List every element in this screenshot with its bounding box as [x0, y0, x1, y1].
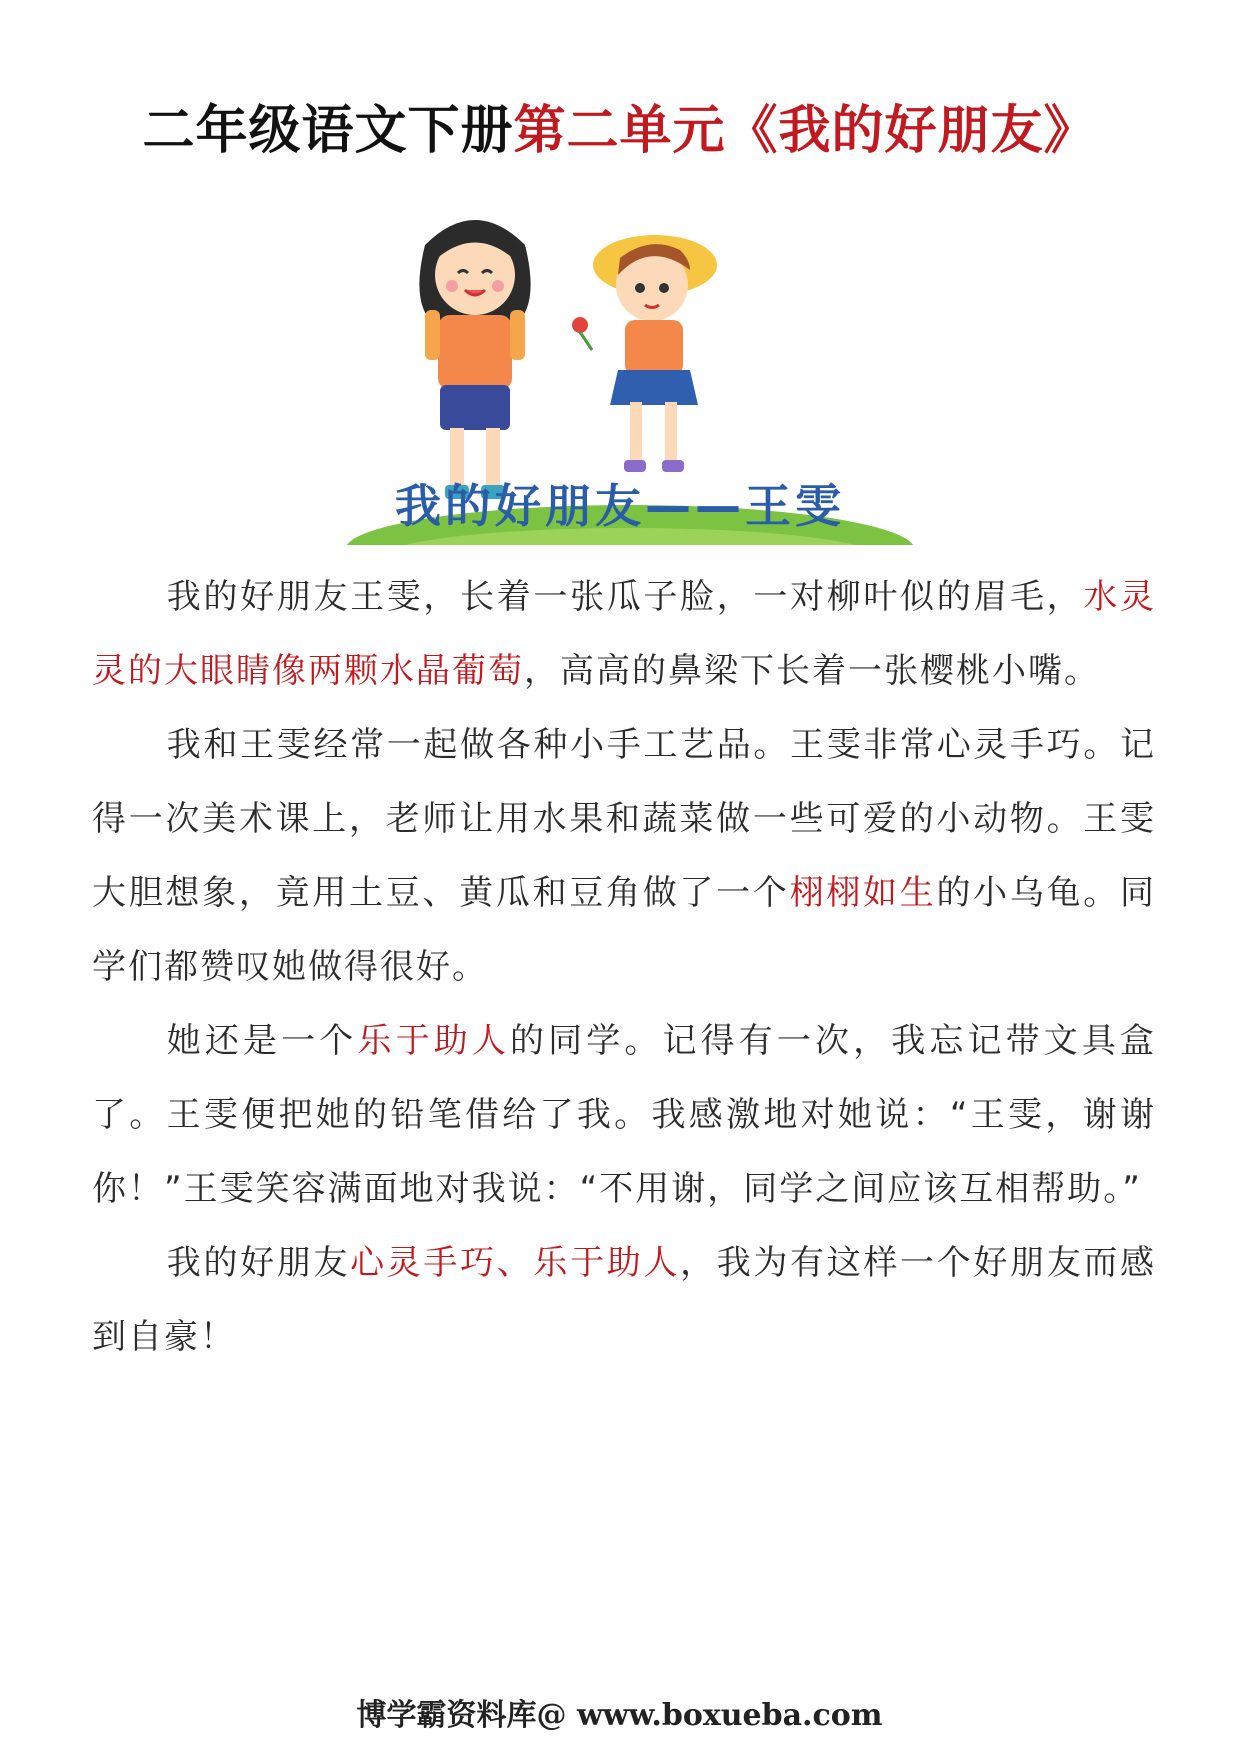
- page-title: [0, 88, 1239, 163]
- article-body: [92, 560, 1156, 1374]
- highlight-phrase: 乐于助人: [357, 1021, 510, 1061]
- highlight-phrase: 心灵手巧、乐于助人: [350, 1243, 681, 1283]
- paragraph-2: 我和王雯经常一起做各种小手工艺品。王雯非常心灵手巧。记得一次美术课上，老师让用水果和蔬菜做一些可爱的小动物。王雯大胆想象，竟用土豆、黄瓜和豆角做了一个栩栩如生的小乌龟。同学们都赞叹她做得很好。: [92, 725, 1157, 987]
- illustration-caption: 我的好朋友——王雯: [395, 479, 845, 533]
- highlight-phrase: 水灵灵的大眼睛像两颗水晶葡萄: [92, 577, 1157, 691]
- girl-left-figure: [419, 220, 530, 499]
- paragraph-4: 我的好朋友心灵手巧、乐于助人，我为有这样一个好朋友而感到自豪！: [92, 1243, 1157, 1357]
- title-grade: 二年级语文下册: [142, 101, 514, 161]
- watermark-footer: 博学霸资料库@ www.boxueba.com: [356, 1698, 883, 1733]
- girl-right-figure: [572, 235, 717, 472]
- paragraph-3: 她还是一个乐于助人的同学。记得有一次，我忘记带文具盒了。王雯便把她的铅笔借给了我。我感激地对她说：“王雯，谢谢你！”王雯笑容满面地对我说：“不用谢，同学之间应该互相帮助。”: [92, 1021, 1157, 1209]
- paragraph-1: 我的好朋友王雯，长着一张瓜子脸，一对柳叶似的眉毛，水灵灵的大眼睛像两颗水晶葡萄，高高的鼻梁下长着一张樱桃小嘴。: [92, 577, 1157, 691]
- title-unit: 第二单元《我的好朋友》: [513, 101, 1097, 161]
- highlight-phrase: 栩栩如生: [789, 873, 937, 913]
